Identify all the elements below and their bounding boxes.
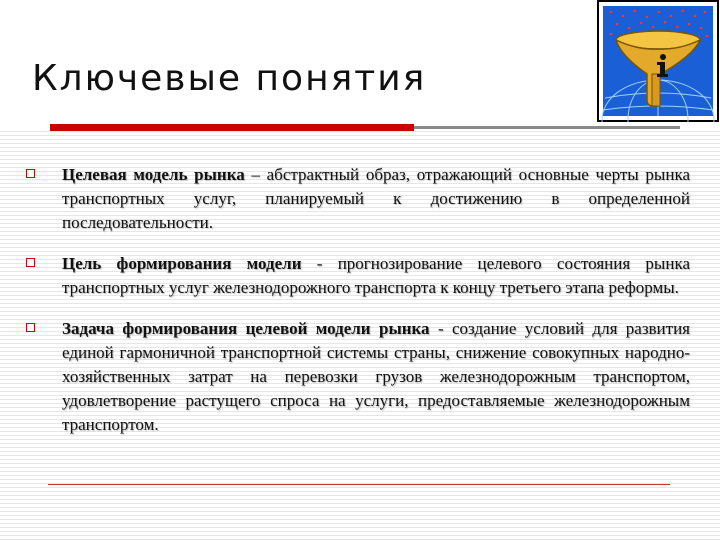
bullet-separator: -: [429, 319, 453, 338]
bullet-separator: -: [301, 254, 338, 273]
bullet-list: [22, 146, 690, 451]
bullet-item-goal: [22, 252, 690, 300]
bottom-divider: [48, 484, 670, 485]
bullet-text: создание условий для развития единой гармоничной транспортной системы страны, снижение совокупных народно-хозяйственных затрат на перевозки грузов железнодорожным транспортом, удовлетворение растущего спроса на услуги, предоставляемые железнодорожным транспортом.: [62, 319, 691, 434]
bullet-text: прогнозирование целевого состояния рынка транспортных услуг железнодорожного транспорта к концу третьего этапа реформы.: [62, 254, 690, 297]
square-bullet-icon: [26, 323, 35, 332]
bullet-text: абстрактный образ, отражающий основные черты рынка транспортных услуг, планируемый к достижению в определенной последовательности.: [62, 165, 690, 232]
square-bullet-icon: [26, 258, 35, 267]
bullet-term: Целевая модель рынка: [62, 165, 245, 184]
title-underline-red: [50, 124, 414, 131]
funnel-info-icon: [597, 0, 719, 122]
bullet-term: Цель формирования модели: [62, 254, 302, 273]
square-bullet-icon: [26, 169, 35, 178]
bullet-separator: –: [244, 165, 267, 184]
title-underline-gray: [414, 126, 680, 129]
slide-title: Ключевые понятия: [32, 58, 427, 99]
bullet-term: Задача формирования целевой модели рынка: [62, 319, 430, 338]
bullet-item-target-model: [22, 163, 690, 235]
bullet-item-task: [22, 317, 690, 437]
